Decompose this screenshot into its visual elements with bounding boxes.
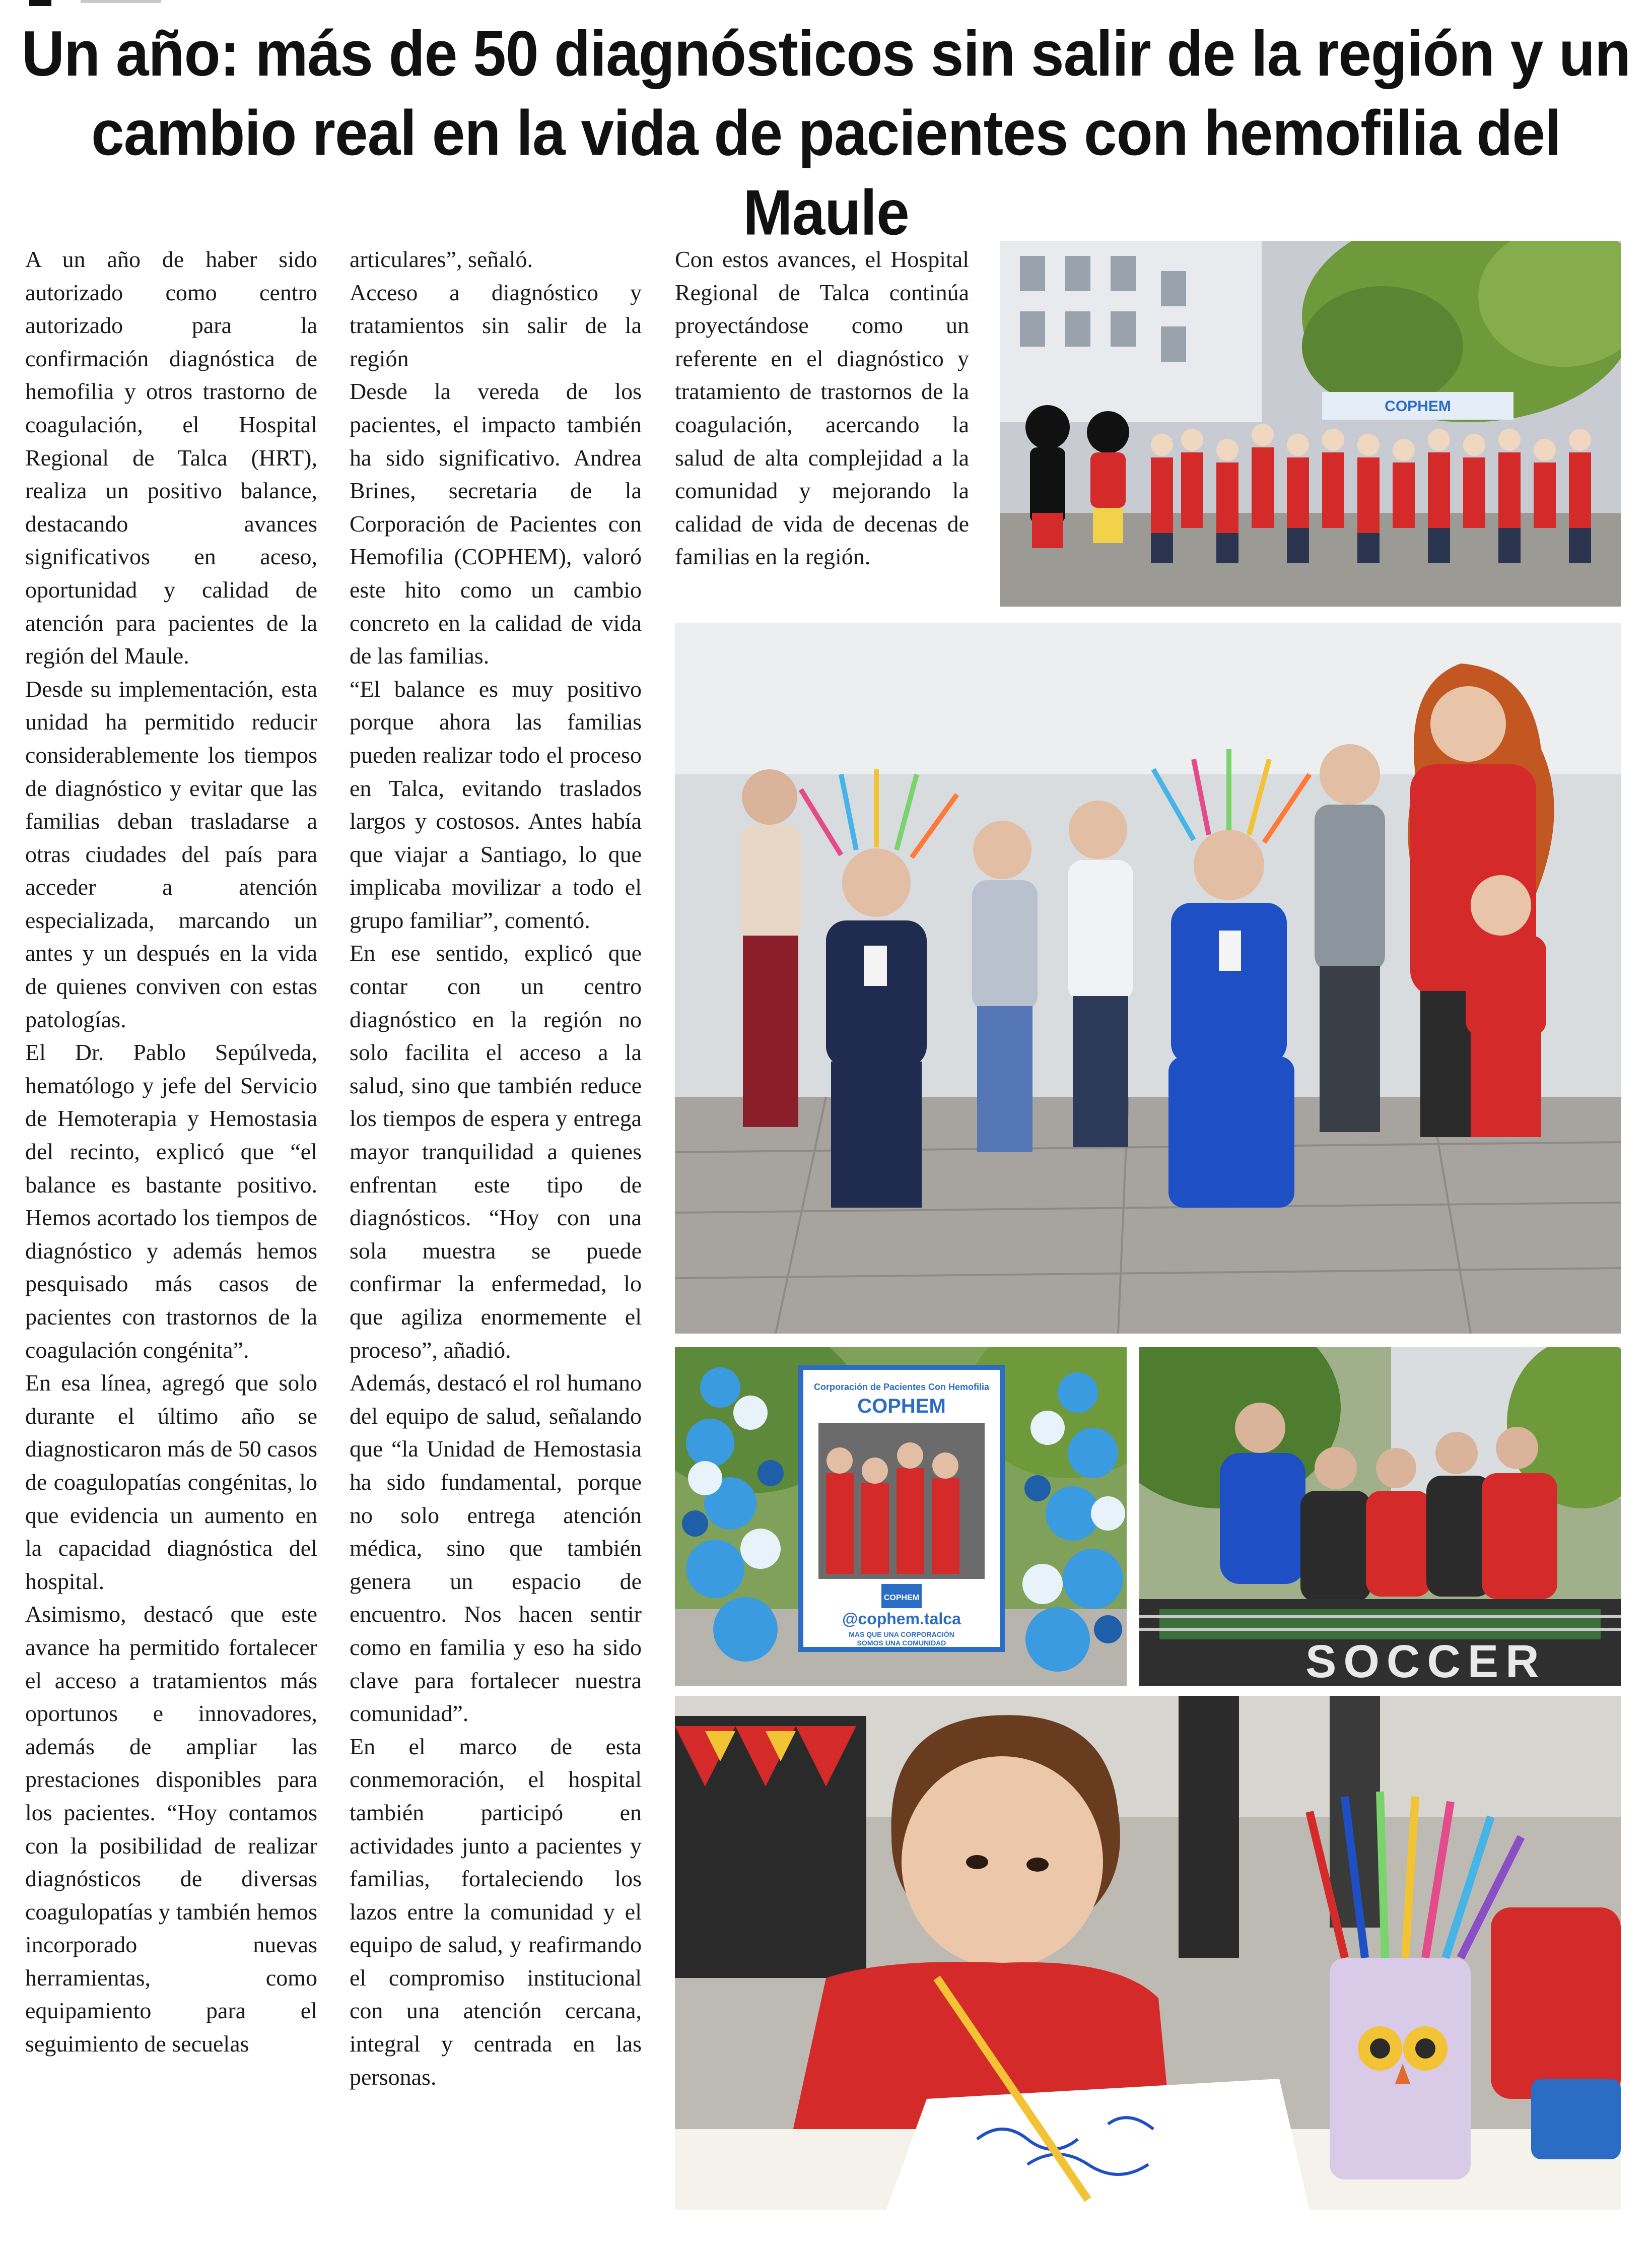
article-column-1: [25, 243, 317, 2061]
paragraph: A un año de haber sido autorizado como centro autorizado para la confirmación diagnóstica de hemofilia y otros trastorno de coagulación, el Hospital Regional de Talca (HRT), realiza un positivo balance, destacando avances significativos en aceso, oportunidad y calidad de atención para pacientes de la región del Maule.: [25, 246, 317, 669]
paragraph: Con estos avances, el Hospital Regional de Talca continúa proyectándose como un referente en el diagnóstico y tratamiento de trastornos de la coagulación, acercando la salud de alta complejidad a la comunidad y mejorando la calidad de vida de decenas de familias en la región.: [675, 246, 969, 570]
booth-title: COPHEM: [857, 1395, 946, 1417]
booth-slogan-2: SOMOS UNA COMUNIDAD: [857, 1639, 946, 1647]
cophem-booth-photo: [675, 1347, 1127, 1686]
paragraph: En esa línea, agregó que solo durante el último año se diagnosticaron más de 50 casos de coagulopatías congénitas, lo que evidencia un aumento en la capacidad diagnóstica del hospital.: [25, 1370, 317, 1594]
paragraph: Además, destacó el rol humano del equipo de salud, señalando que “la Unidad de Hemostasia ha sido fundamental, porque no solo entrega atención médica, sino que también genera un espacio de encuentro. Nos hacen sentir como en familia y eso ha sido clave para fortalecer nuestra comunidad”.: [350, 1370, 642, 1727]
paragraph: “El balance es muy positivo porque ahora las familias pueden realizar todo el proceso en Talca, evitando traslados largos y costosos. Antes había que viajar a Santiago, lo que implicaba movilizar a todo el grupo familiar”, comentó.: [350, 676, 642, 933]
banner-label: COPHEM: [1385, 398, 1451, 415]
subheading: Acceso a diagnóstico y tratamientos sin salir de la región: [350, 279, 642, 371]
group-photo-hospital: [1000, 241, 1621, 607]
booth-logo: COPHEM: [883, 1594, 920, 1602]
foosball-label: SOCCER: [1305, 1636, 1546, 1686]
article-headline: Un año: más de 50 diagnósticos sin salir de la región y un cambio real en la vida de pacientes con hemofilia del Maule: [21, 18, 1631, 249]
paragraph: Asimismo, destacó que este avance ha permitido fortalecer el acceso a tratamientos más oportunos e innovadores, además de ampliar las prestaciones disponibles para los pacientes. “Hoy contamos con la posibilidad de realizar diagnósticos de diversas coagulopatías y también hemos incorporado nuevas herramientas, como equipamiento para el seguimiento de secuelas: [25, 1601, 317, 2057]
paragraph: En ese sentido, explicó que contar con un centro diagnóstico en la región no solo facilita el acceso a la salud, sino que también reduce los tiempos de espera y entrega mayor tranquilidad a quienes enfrentan este tipo de diagnósticos. “Hoy con una sola muestra se puede confirmar la enfermedad, lo que agiliza enormemente el proceso”, añadió.: [350, 940, 642, 1363]
article-column-3: [675, 243, 969, 573]
paragraph: Desde su implementación, esta unidad ha permitido reducir considerablemente los tiempos de diagnóstico y evitar que las familias deban trasladarse a otras ciudades del país para acceder a atención especializada, marcando un antes y un después en la vida de quienes conviven con estas patologías.: [25, 676, 317, 1032]
booth-org-text: Corporación de Pacientes Con Hemofilia: [813, 1382, 990, 1392]
paragraph: articulares”, señaló.: [350, 246, 533, 272]
booth-handle: @cophem.talca: [842, 1610, 961, 1628]
paragraph: En el marco de esta conmemoración, el hospital también participó en actividades junto a pacientes y familias, fortaleciendo los lazos entre la comunidad y el equipo de salud, y reafirmando el compromiso institucional con una atención cercana, integral y centrada en las personas.: [350, 1733, 642, 2090]
foosball-photo: [1139, 1347, 1621, 1686]
top-rule-gray: [81, 0, 161, 3]
top-rule-mark: [29, 0, 51, 6]
staff-children-photo: [675, 623, 1621, 1334]
child-coloring-photo: [675, 1696, 1621, 2210]
booth-slogan-1: MAS QUE UNA CORPORACIÓN: [849, 1630, 954, 1638]
paragraph: Desde la vereda de los pacientes, el impacto también ha sido significativo. Andrea Brines, secretaria de la Corporación de Pacientes con Hemofilia (COPHEM), valoró este hito como un cambio concreto en la calidad de vida de las familias.: [350, 378, 642, 669]
article-column-2: [350, 243, 642, 2093]
paragraph: El Dr. Pablo Sepúlveda, hematólogo y jefe del Servicio de Hemoterapia y Hemostasia del recinto, explicó que “el balance es bastante positivo. Hemos acortado los tiempos de diagnóstico y además hemos pesquisado más casos de pacientes con trastornos de la coagulación congénita”.: [25, 1039, 317, 1363]
